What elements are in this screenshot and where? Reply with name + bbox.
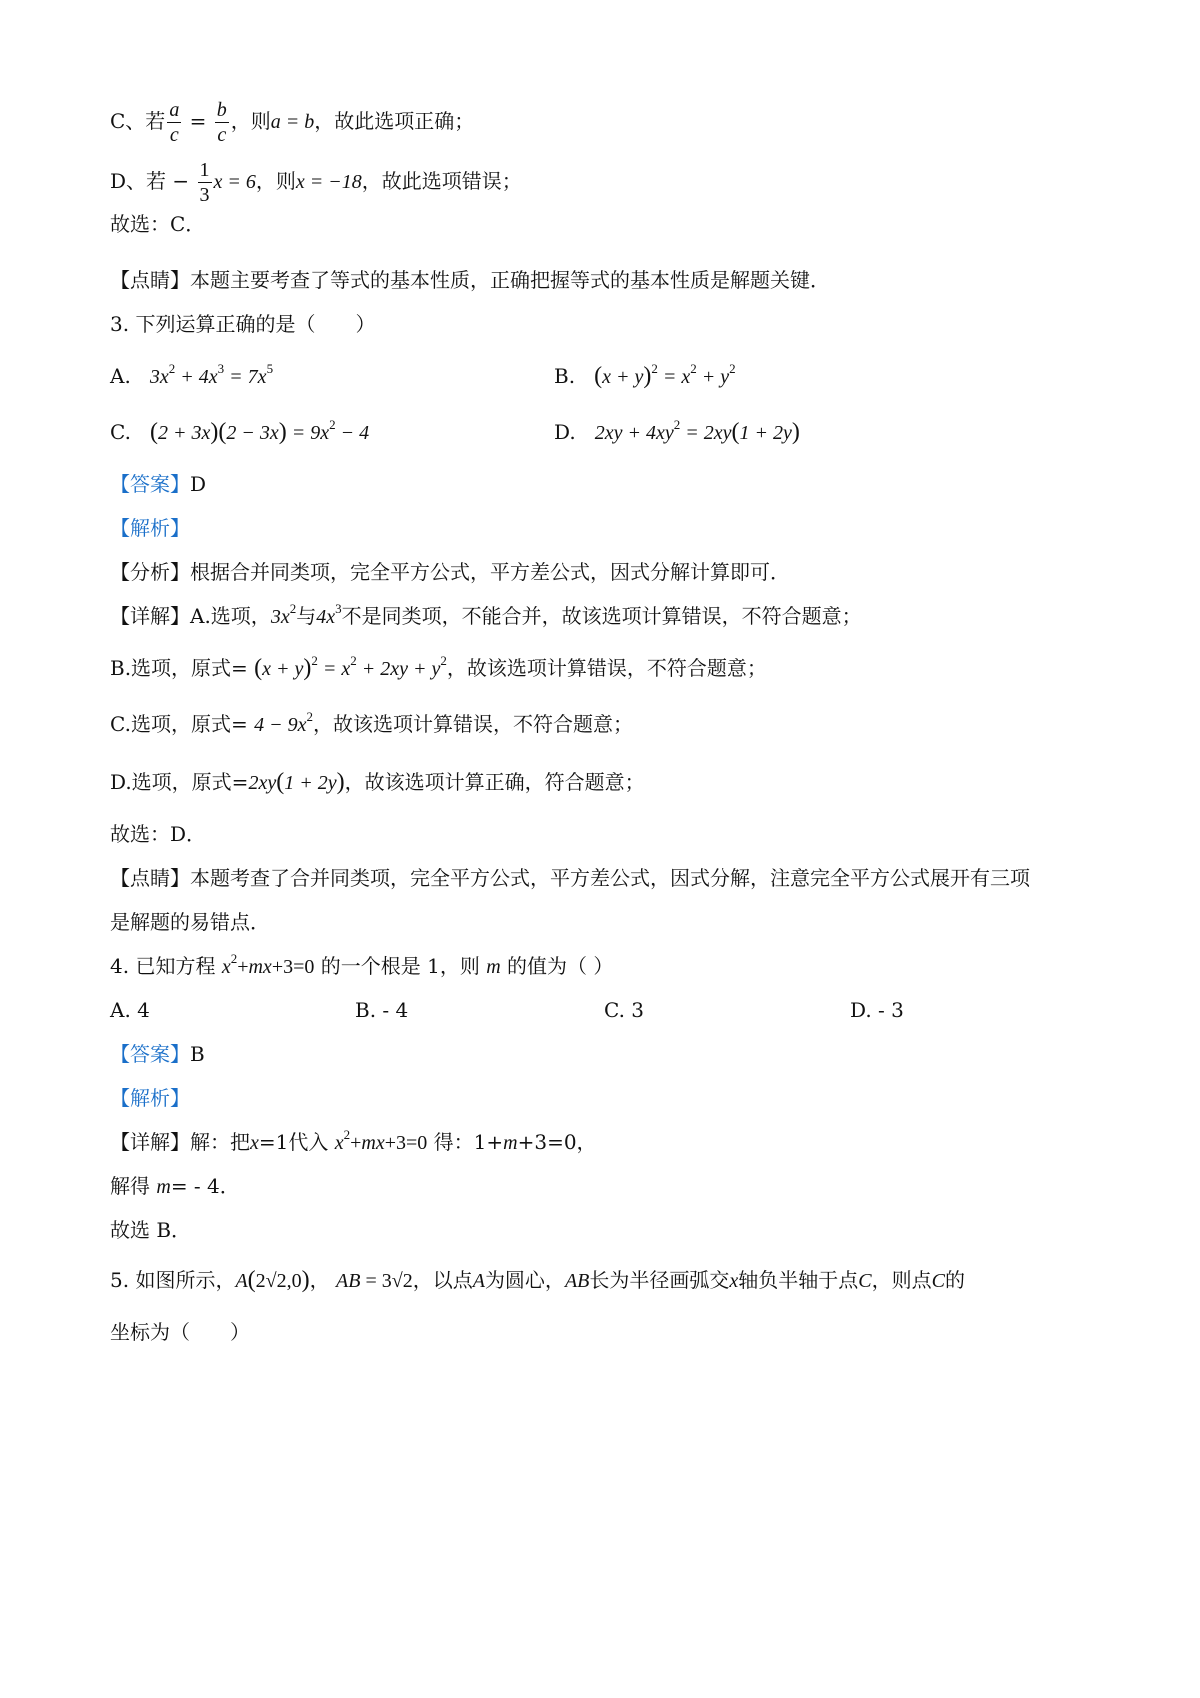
q4-option-b: B. - 4 [355,998,409,1022]
q3-choice: 故选：D． [110,822,207,846]
q4-answer: 【答案】B [110,1042,205,1066]
fraction-a-over-c: $\frac{a}{c}$ [169,99,180,146]
q4-option-c: C. 3 [604,998,645,1022]
q3-comment: 【点睛】本题考查了合并同类项，完全平方公式，平方差公式，因式分解，注意完全平方公式展开有三项 [110,866,1030,890]
option-d-explanation: D、若 − $\frac{1}{3}$ x = 6，则x = −18，故此选项错误； [110,159,522,206]
q4-analysis-tag: 【解析】 [110,1086,190,1110]
q3-option-b: B. $(x + y)^2 = x^2 + y^2$ [554,361,736,389]
q3-detail-d: D.选项，原式=2xy(1 + 2y)，故该选项计算正确，符合题意； [110,769,645,795]
q2-comment: 【点睛】本题主要考查了等式的基本性质，正确把握等式的基本性质是解题关键． [110,268,830,292]
q3-analysis-tag: 【解析】 [110,516,190,540]
q4-stem: 4. 已知方程 $x^2+mx+3=0$ 的一个根是 1，则 m 的值为（ ） [110,951,614,978]
fraction-b-over-c: $\frac{b}{c}$ [216,99,227,146]
q3-option-a: A. $3x^2 + 4x^3 = 7x^5$ [110,361,274,388]
q4-detail: 【详解】解：把x=1代入 $x^2+mx+3=0$ 得：1+m+3=0， [110,1127,597,1154]
q4-solve: 解得 m= - 4． [110,1174,240,1198]
q3-option-d: D. $2xy + 4xy^2 = 2xy(1 + 2y)$ [554,417,800,445]
q2-choice: 故选：C． [110,212,206,236]
q3-comment-cont: 是解题的易错点． [110,910,270,934]
q3-option-c: C. $(2 + 3x)(2 - 3x) = 9x^2 - 4$ [110,417,370,445]
q4-option-d: D. - 3 [850,998,904,1022]
option-c-explanation: C、若 $\frac{a}{c}$ = $\frac{b}{c}$ ，则a = b，故此选项正确； [110,99,475,146]
q3-detail-b: B.选项，原式= $(x + y)^2 = x^2 + 2xy + y^2$，故该选项计算错误，不符合题意； [110,653,767,681]
q4-choice: 故选 B． [110,1218,192,1242]
q3-stem: 3. 下列运算正确的是（ ） [110,312,376,336]
q4-option-a: A. 4 [110,998,150,1022]
q3-answer: 【答案】D [110,472,207,496]
q5-stem-cont: 坐标为（ ） [110,1320,250,1344]
q5-stem: 5. 如图所示，A(2√2,0)， AB = 3√2，以点A为圆心，AB长为半径画弧交x轴负半轴于点C，则点C的 [110,1267,965,1293]
q3-detail-a: 【详解】A.选项，$3x^2$与$4x^3$不是同类项，不能合并，故该选项计算错误，不符合题意； [110,601,862,628]
fraction-one-third: $\frac{1}{3}$ [199,159,210,206]
q3-fenxi: 【分析】根据合并同类项，完全平方公式，平方差公式，因式分解计算即可． [110,560,790,584]
q3-detail-c: C.选项，原式= $4 - 9x^2$，故该选项计算错误，不符合题意； [110,709,633,736]
